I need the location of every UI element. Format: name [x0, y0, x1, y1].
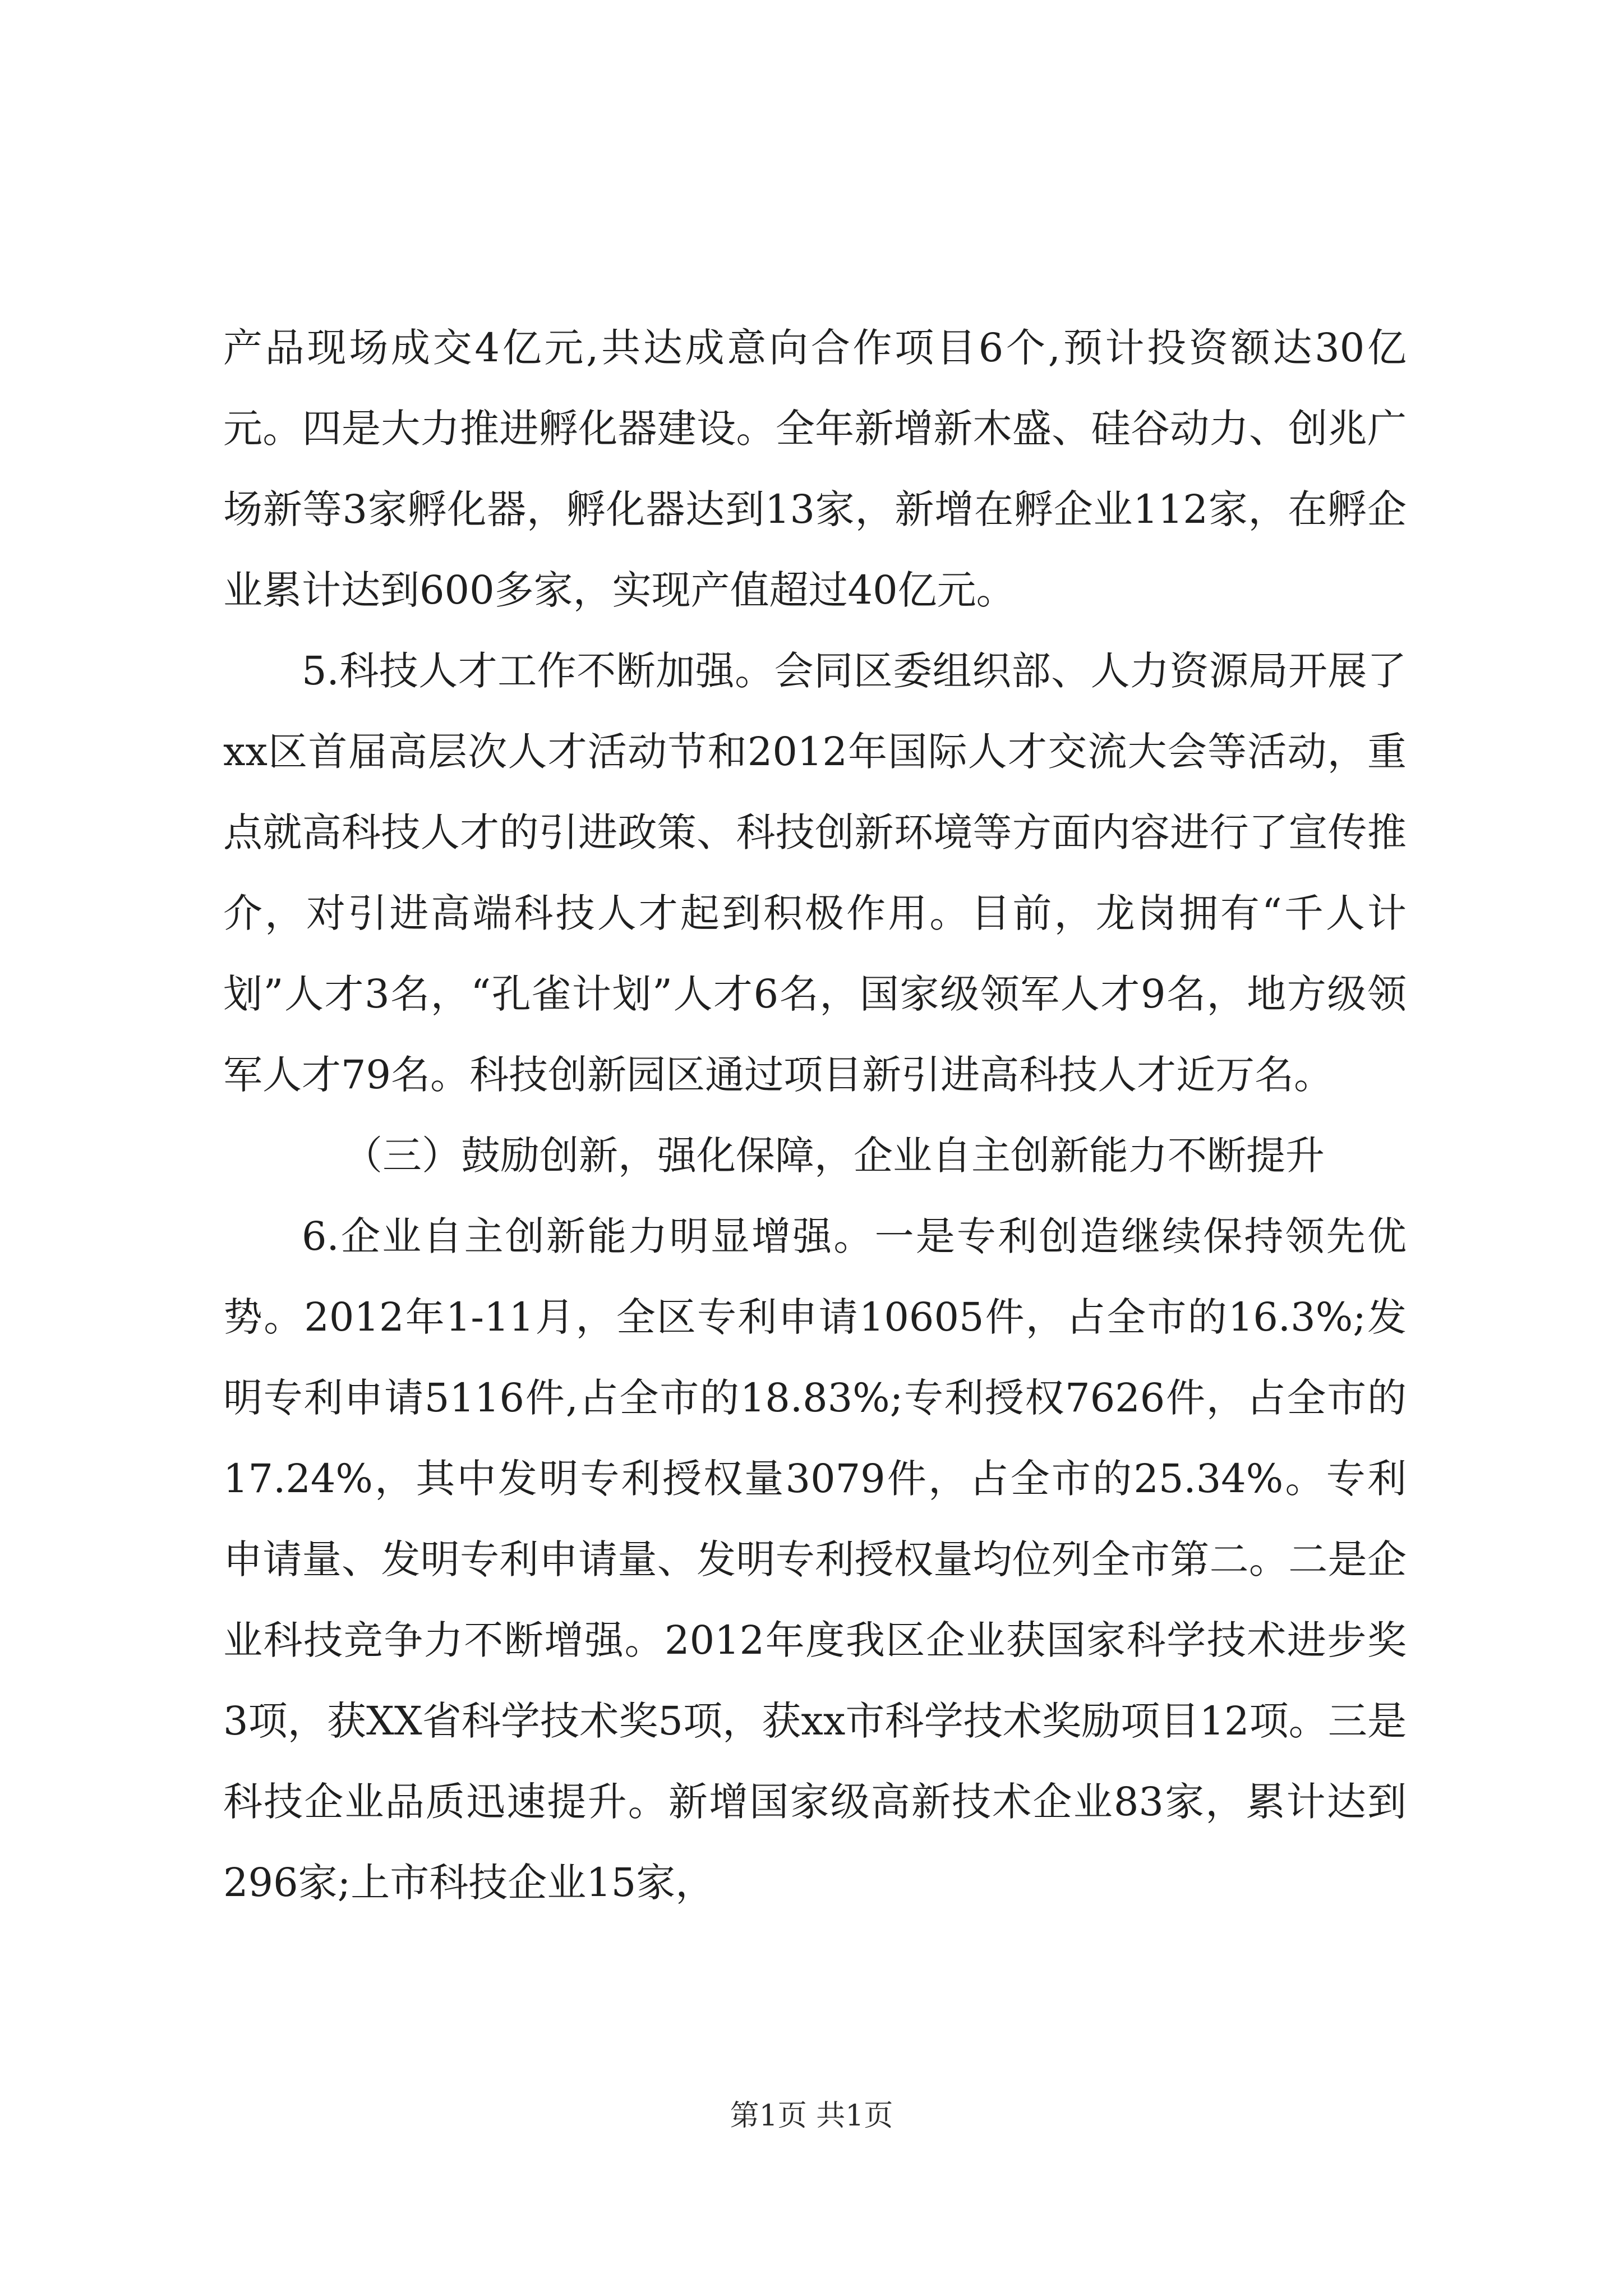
- section-heading-innovation: （三）鼓励创新，强化保障，企业自主创新能力不断提升: [343, 1133, 1325, 1179]
- page-footer: 第1页 共1页: [730, 2099, 893, 2133]
- document-body: [223, 307, 1407, 1923]
- paragraph-incubator: 产品现场成交4亿元,共达成意向合作项目6个,预计投资额达30亿元。四是大力推进孵化器建设。全年新增新木盛、硅谷动力、创兆广场新等3家孵化器，孵化器达到13家，新增在孵企业112家，在孵企业累计达到600多家，实现产值超过40亿元。: [223, 325, 1407, 613]
- paragraph-innovation-capacity: 6.企业自主创新能力明显增强。一是专利创造继续保持领先优势。2012年1-11月，全区专利申请10605件，占全市的16.3%;发明专利申请5116件,占全市的18.83%;专利授权7626件，占全市的17.24%，其中发明专利授权量3079件，占全市的25.34%。专利申请量、发明专利申请量、发明专利授权量均位列全市第二。二是企业科技竞争力不断增强。2012年度我区企业获国家科学技术进步奖3项，获XX省科学技术奖5项，获xx市科学技术奖励项目12项。三是科技企业品质迅速提升。新增国家级高新技术企业83家，累计达到296家;上市科技企业15家，: [223, 1213, 1407, 1906]
- paragraph-talent: 5.科技人才工作不断加强。会同区委组织部、人力资源局开展了xx区首届高层次人才活动节和2012年国际人才交流大会等活动，重点就高科技人才的引进政策、科技创新环境等方面内容进行了宣传推介，对引进高端科技人才起到积极作用。目前，龙岗拥有“千人计划”人才3名，“孔雀计划”人才6名，国家级领军人才9名，地方级领军人才79名。科技创新园区通过项目新引进高科技人才近万名。: [223, 648, 1407, 1098]
